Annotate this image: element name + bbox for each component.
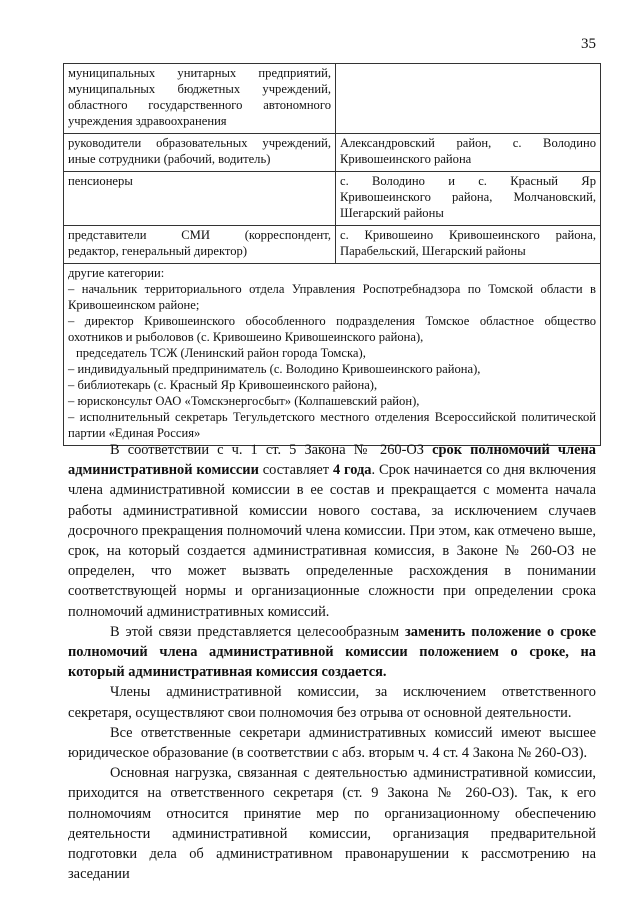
- table-cell-area: [336, 64, 601, 134]
- paragraph-text: составляет: [258, 462, 333, 479]
- list-item: – исполнительный секретарь Тегульдетского местного отделения Всероссийской политической партии «Единая Россия»: [68, 410, 596, 440]
- cell-line: Парабельский, Шегарский районы: [340, 244, 526, 258]
- table-row: [64, 264, 601, 446]
- cell-line: руководители образовательных учреждений,: [68, 136, 331, 150]
- paragraph: Члены административной комиссии, за исключением ответственного секретаря, осуществляют свои полномочия без отрыва от основной деятельности.: [68, 684, 596, 721]
- cell-line: представители СМИ (корреспондент,: [68, 228, 331, 242]
- list-item: – индивидуальный предприниматель (с. Володино Кривошеинского района),: [68, 362, 481, 376]
- table-row: [64, 64, 601, 134]
- table-cell-category: [64, 134, 336, 172]
- cell-line: учреждения здравоохранения: [68, 114, 227, 128]
- body-text: [68, 440, 596, 884]
- table-cell-area: [336, 172, 601, 226]
- page-number: 35: [581, 36, 596, 52]
- categories-table: [63, 63, 601, 446]
- cell-line: муниципальных унитарных предприятий,: [68, 66, 331, 80]
- paragraph: [68, 622, 596, 683]
- cell-line: муниципальных бюджетных учреждений,: [68, 82, 331, 96]
- cell-line: Александровский район, с. Володино: [340, 136, 596, 150]
- cell-line: редактор, генеральный директор): [68, 244, 248, 258]
- paragraph-text: В соответствии с ч. 1 ст. 5 Закона № 260-ОЗ: [110, 442, 433, 458]
- cell-line: с. Кривошеино Кривошеинского района,: [340, 228, 596, 242]
- table-row: [64, 134, 601, 172]
- paragraph-text: В этой связи представляется целесообразным: [110, 623, 405, 640]
- cell-line: Шегарский районы: [340, 206, 444, 220]
- bold-text: срок полномочий члена административной комиссии: [68, 442, 596, 479]
- paragraph: Все ответственные секретари административных комиссий имеют высшее юридическое образование (в соответствии с абз. вторым ч. 4 ст. 4 Закона № 260-ОЗ).: [68, 724, 596, 762]
- table-cell-category: [64, 64, 336, 134]
- bold-text: 4 года: [332, 462, 372, 479]
- list-item: – директор Кривошеинского обособленного подразделения Томское областное общество охотников и рыболовов (с. Кривошеино Кривошеинского района),: [68, 314, 596, 344]
- list-item: – начальник территориального отдела Управления Роспотребнадзора по Томской области в Кривошеинском районе;: [68, 282, 596, 312]
- cell-line: иные сотрудники (рабочий, водитель): [68, 152, 271, 166]
- other-heading: другие категории:: [68, 266, 165, 280]
- cell-line: пенсионеры: [68, 174, 133, 188]
- paragraph-text: . Срок начинается со дня включения члена административной комиссии в ее состав и прекращается с момента начала работы административной комиссии нового состава, за исключением случаев досрочного прекращения полномочий члена комиссии. При этом, как отмечено выше, срок, на который создается административная комиссия, в Законе № 260-ОЗ не определен, что может вызвать определенные расхождения в понимании соответствующей нормы и организационные сложности при определении срока полномочий административных комиссий.: [68, 462, 596, 620]
- table-cell-other-categories: [64, 264, 601, 446]
- bold-text: заменить положение о сроке полномочий члена административной комиссии положением о сроке, на который административная комиссия создается.: [68, 623, 596, 681]
- table-cell-area: [336, 134, 601, 172]
- list-item: – юрисконсульт ОАО «Томскэнергосбыт» (Колпашевский район),: [68, 394, 420, 408]
- table-cell-area: [336, 226, 601, 264]
- table-cell-category: [64, 226, 336, 264]
- cell-line: с. Володино и с. Красный Яр: [340, 174, 596, 188]
- paragraph: [68, 440, 596, 622]
- list-item: – библиотекарь (с. Красный Яр Кривошеинского района),: [68, 378, 378, 392]
- table-cell-category: [64, 172, 336, 226]
- table-row: [64, 226, 601, 264]
- cell-line: Кривошеинского района: [340, 152, 472, 166]
- cell-line: Кривошеинского района, Молчановский,: [340, 190, 596, 204]
- paragraph: Основная нагрузка, связанная с деятельностью административной комиссии, приходится на ответственного секретаря (ст. 9 Закона № 260-ОЗ). Так, к его полномочиям относится принятие мер по организационному обеспечению деятельности административной комиссии, организация предварительной подготовки дела об административном правонарушении к рассмотрению на заседании: [68, 765, 596, 883]
- cell-line: областного государственного автономного: [68, 98, 331, 112]
- list-item: председатель ТСЖ (Ленинский район города Томска),: [76, 346, 366, 360]
- table-row: [64, 172, 601, 226]
